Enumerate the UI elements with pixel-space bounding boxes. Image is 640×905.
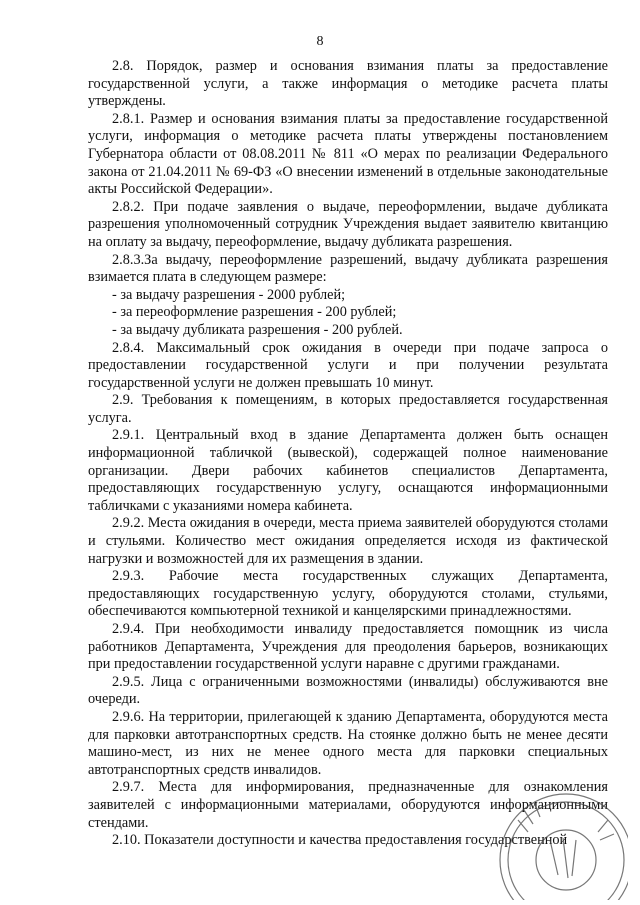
paragraph-2-9: 2.9. Требования к помещениям, в которых предоставляется государственная услуга. bbox=[88, 392, 608, 426]
paragraph-2-9-1: 2.9.1. Центральный вход в здание Департамента должен быть оснащен информационной табличкой (вывеской), содержащей полное наименование организации. Двери рабочих кабинетов специалистов Департамента, предоставляющих государственную услугу, оснащаются информационными табличками с указаниями номера кабинета. bbox=[88, 427, 608, 514]
paragraph-2-8-4: 2.8.4. Максимальный срок ожидания в очереди при подаче запроса о предоставлении государственной услуги и при получении результата государственной услуги не должен превышать 10 минут. bbox=[88, 339, 608, 391]
fee-list-item: - за выдачу разрешения - 2000 рублей; bbox=[112, 286, 346, 303]
paragraph-2-9-2: 2.9.2. Места ожидания в очереди, места приема заявителей оборудуются столами и стульями. Количество мест ожидания определяется исходя из фактической нагрузки и возможностей для их размещения в здании. bbox=[88, 515, 608, 567]
paragraph-2-9-7: 2.9.7. Места для информирования, предназначенные для ознакомления заявителей с информационными материалами, оборудуются информационными стендами. bbox=[88, 779, 608, 831]
paragraph-2-9-6: 2.9.6. На территории, прилегающей к зданию Департамента, оборудуются места для парковки автотранспортных средств. На стоянке должно быть не менее десяти машино-мест, из них не менее одного места для парковки специальных автотранспортных средств инвалидов. bbox=[88, 708, 608, 778]
paragraph-2-9-4: 2.9.4. При необходимости инвалиду предоставляется помощник из числа работников Департамента, Учреждения для преодоления барьеров, возникающих при предоставлении государственной услуги наравне с другими гражданами. bbox=[88, 621, 608, 673]
paragraph-2-9-3: 2.9.3. Рабочие места государственных служащих Департамента, предоставляющих государственную услугу, оборудуются столами, стульями, обеспечиваются компьютерной техникой и канцелярскими принадлежностями. bbox=[88, 568, 608, 620]
document-body bbox=[88, 58, 608, 850]
paragraph-2-10: 2.10. Показатели доступности и качества предоставления государственной bbox=[112, 832, 568, 849]
fee-list-item: - за переоформление разрешения - 200 рублей; bbox=[112, 304, 397, 321]
page-number: 8 bbox=[316, 34, 324, 49]
fee-list-item: - за выдачу дубликата разрешения - 200 рублей. bbox=[112, 321, 403, 338]
round-seal-stamp bbox=[488, 780, 628, 900]
paragraph-2-9-5: 2.9.5. Лица с ограниченными возможностями (инвалиды) обслуживаются вне очереди. bbox=[88, 673, 608, 708]
seal-icon bbox=[488, 780, 628, 900]
paragraph-2-8-1: 2.8.1. Размер и основания взимания платы за предоставление государственной услуги, информация о методике расчета платы утверждены постановлением Губернатора области от 08.08.2011 № 811 «О мерах по реализации Федерального закона от 21.04.2011 № 69-ФЗ «О внесении изменений в отдельные законодательные акты Российской Федерации». bbox=[88, 110, 608, 198]
paragraph-2-8-2: 2.8.2. При подаче заявления о выдаче, переоформлении, выдаче дубликата разрешения уполномоченный сотрудник Учреждения выдает заявителю квитанцию на оплату за выдачу, переоформление, выдачу дубликата разрешения. bbox=[88, 198, 608, 250]
paragraph-2-8-3: 2.8.3.За выдачу, переоформление разрешений, выдачу дубликата разрешения взимается плата в следующем размере: bbox=[88, 251, 608, 286]
paragraph-2-8: 2.8. Порядок, размер и основания взимания платы за предоставление государственной услуги, а также информация о методике расчета платы утверждены. bbox=[88, 58, 608, 110]
